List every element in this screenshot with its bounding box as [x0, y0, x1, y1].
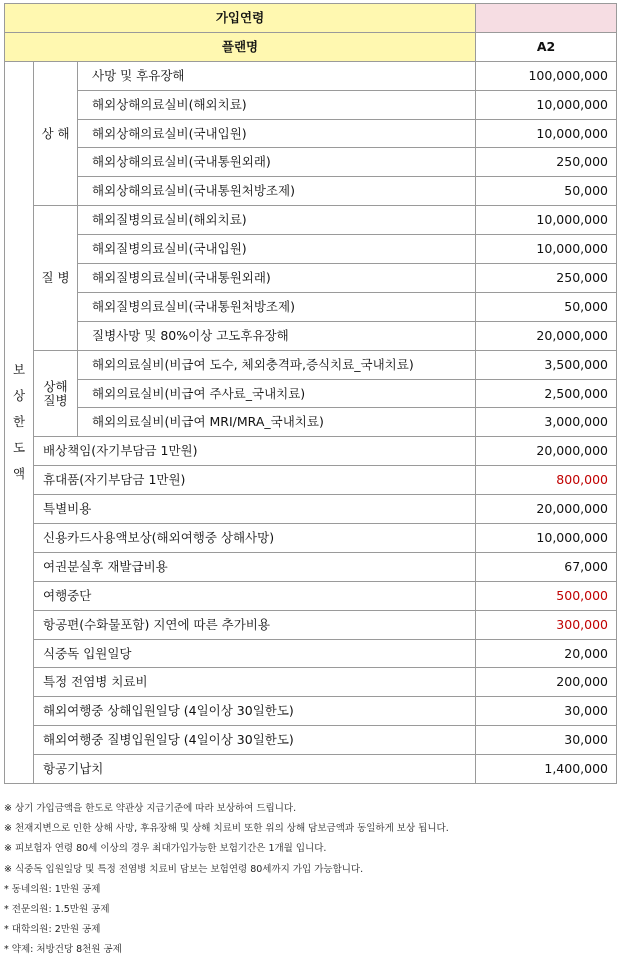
coverage-item-name: 해외의료실비(비급여 주사료_국내치료) [78, 379, 476, 408]
coverage-amount: 30,000 [476, 697, 617, 726]
table-row [5, 90, 617, 119]
table-row [5, 466, 617, 495]
coverage-item-name: 특별비용 [34, 495, 476, 524]
coverage-amount: 20,000 [476, 639, 617, 668]
coverage-item-name: 해외의료실비(비급여 도수, 체외충격파,증식치료_국내치료) [78, 350, 476, 379]
coverage-item-name: 질병사망 및 80%이상 고도후유장해 [78, 321, 476, 350]
plan-label: 플랜명 [5, 32, 476, 61]
coverage-amount: 2,500,000 [476, 379, 617, 408]
coverage-item-name: 해외상해의료실비(국내입원) [78, 119, 476, 148]
footnote-line: ※ 상기 가입금액을 한도로 약관상 지급기준에 따라 보상하여 드립니다. [4, 803, 297, 814]
coverage-amount: 10,000,000 [476, 119, 617, 148]
coverage-amount: 20,000,000 [476, 495, 617, 524]
coverage-amount: 100,000,000 [476, 61, 617, 90]
coverage-item-name: 특정 전염병 치료비 [34, 668, 476, 697]
category-char: 상 [12, 388, 26, 404]
category-char: 도 [12, 440, 26, 456]
coverage-item-name: 여행중단 [34, 581, 476, 610]
coverage-item-name: 해외질병의료실비(국내입원) [78, 235, 476, 264]
coverage-amount: 250,000 [476, 148, 617, 177]
coverage-item-name: 여권분실후 재발급비용 [34, 552, 476, 581]
footnote-line: * 동네의원: 1만원 공제 [4, 883, 101, 895]
footnote-line: ※ 천재지변으로 인한 상해 사망, 후유장해 및 상해 치료비 또한 위의 상해 담보금액과 동일하게 보상 됩니다. [4, 823, 449, 835]
table-row [5, 697, 617, 726]
table-row [5, 639, 617, 668]
coverage-amount: 1,400,000 [476, 755, 617, 784]
category-char: 한 [12, 414, 26, 430]
category-char: 보 [12, 362, 26, 378]
table-row [5, 264, 617, 293]
coverage-amount: 20,000,000 [476, 321, 617, 350]
coverage-amount: 200,000 [476, 668, 617, 697]
coverage-amount: 10,000,000 [476, 235, 617, 264]
age-value [476, 4, 617, 33]
injury-group-label: 상 해 [34, 61, 78, 205]
coverage-item-name: 항공편(수화물포함) 지연에 따른 추가비용 [34, 610, 476, 639]
coverage-item-name: 해외질병의료실비(해외치료) [78, 206, 476, 235]
table-row [5, 148, 617, 177]
coverage-item-name: 해외여행중 질병입원일당 (4일이상 30일한도) [34, 726, 476, 755]
coverage-amount: 250,000 [476, 264, 617, 293]
footnotes [4, 803, 616, 965]
table-row [5, 61, 617, 90]
footnote-line: * 전문의원: 1.5만원 공제 [4, 903, 110, 915]
table-row [5, 379, 617, 408]
table-row [5, 668, 617, 697]
table-row [5, 321, 617, 350]
coverage-amount: 50,000 [476, 177, 617, 206]
plan-value: A2 [476, 32, 617, 61]
coverage-amount: 50,000 [476, 292, 617, 321]
coverage-item-name: 해외여행중 상해입원일당 (4일이상 30일한도) [34, 697, 476, 726]
coverage-item-name: 해외상해의료실비(국내통원처방조제) [78, 177, 476, 206]
coverage-item-name: 배상책임(자기부담금 1만원) [34, 437, 476, 466]
coverage-item-name: 휴대품(자기부담금 1만원) [34, 466, 476, 495]
coverage-amount: 300,000 [476, 610, 617, 639]
coverage-amount: 3,000,000 [476, 408, 617, 437]
coverage-item-name: 해외상해의료실비(국내통원외래) [78, 148, 476, 177]
coverage-item-name: 해외의료실비(비급여 MRI/MRA_국내치료) [78, 408, 476, 437]
footnote-line: ※ 피보험자 연령 80세 이상의 경우 최대가입가능한 보험기간은 1개월 입니다. [4, 843, 327, 855]
table-row [5, 726, 617, 755]
group-label-line: 상해 [43, 378, 68, 394]
footnote-line: ※ 식중독 입원일당 및 특정 전염병 치료비 담보는 보험연령 80세까지 가입 가능합니다. [4, 863, 364, 875]
coverage-amount: 10,000,000 [476, 206, 617, 235]
table-row [5, 177, 617, 206]
table-row [5, 408, 617, 437]
coverage-amount: 10,000,000 [476, 90, 617, 119]
coverage-item-name: 해외질병의료실비(국내통원외래) [78, 264, 476, 293]
coverage-amount: 800,000 [476, 466, 617, 495]
age-row [5, 4, 617, 33]
disease-group-label: 질 병 [34, 206, 78, 350]
coverage-item-name: 사망 및 후유장해 [78, 61, 476, 90]
coverage-item-name: 항공기납치 [34, 755, 476, 784]
coverage-item-name: 해외상해의료실비(해외치료) [78, 90, 476, 119]
injury-disease-group-label [34, 350, 78, 437]
table-row [5, 350, 617, 379]
table-row [5, 235, 617, 264]
coverage-item-name: 신용카드사용액보상(해외여행중 상해사망) [34, 524, 476, 553]
table-row [5, 552, 617, 581]
coverage-amount: 20,000,000 [476, 437, 617, 466]
coverage-amount: 10,000,000 [476, 524, 617, 553]
table-row [5, 206, 617, 235]
coverage-amount: 30,000 [476, 726, 617, 755]
table-row [5, 495, 617, 524]
table-row [5, 581, 617, 610]
coverage-item-name: 해외질병의료실비(국내통원처방조제) [78, 292, 476, 321]
table-row [5, 610, 617, 639]
table-row [5, 437, 617, 466]
coverage-limit-category [5, 61, 34, 783]
table-row [5, 119, 617, 148]
footnote-line: * 대학의원: 2만원 공제 [4, 924, 101, 936]
coverage-amount: 500,000 [476, 581, 617, 610]
plan-row [5, 32, 617, 61]
group-label-line: 질병 [43, 392, 68, 408]
coverage-table [4, 3, 617, 784]
table-row [5, 524, 617, 553]
category-char: 액 [12, 466, 26, 482]
coverage-amount: 3,500,000 [476, 350, 617, 379]
footnote-line: * 약제: 처방건당 8천원 공제 [4, 944, 122, 956]
table-row [5, 755, 617, 784]
age-label: 가입연령 [5, 4, 476, 33]
coverage-amount: 67,000 [476, 552, 617, 581]
coverage-item-name: 식중독 입원일당 [34, 639, 476, 668]
table-row [5, 292, 617, 321]
